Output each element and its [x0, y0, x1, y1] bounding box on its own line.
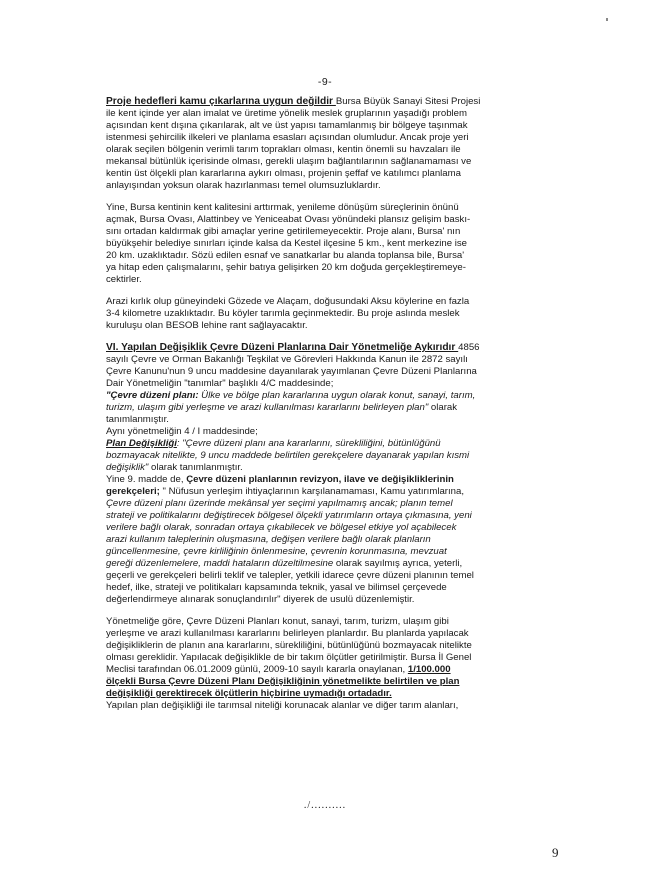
- text-line: yerleşme ve arazi kullanılması kararlarını belirleyen planlardır. Bu planlarda yapılacak: [106, 628, 469, 639]
- emphasis-line: değişikliği gerektirecek ölçütlerin hiçbirine uymadığı ortadadır.: [106, 688, 392, 699]
- definition-term: "Çevre düzeni planı:: [106, 390, 199, 401]
- scale-value: 1/100.000: [407, 664, 451, 675]
- text-line: değerlendirmeye alınarak sonuçlandırılır" diyerek de usulü düzenlemiştir.: [106, 594, 415, 605]
- definition-text: Ülke ve bölge plan kararlarına uygun olarak konut, sanayi, tarım,: [198, 390, 476, 401]
- text-line: değişikliklerin de planın ana kararlarını, sürekliliğini, bütünlüğünü bozmayacak nitelikte: [106, 640, 472, 651]
- text-line: Dair Yönetmeliğin "tanımlar" başlıklı 4/C maddesinde;: [106, 378, 334, 389]
- definition-term: Plan Değişikliği: [106, 438, 177, 449]
- text-line: sayılı Çevre ve Orman Bakanlığı Teşkilat ve Görevleri Hakkında Kanun ile 2872 sayılı: [106, 354, 468, 365]
- quoted-italic-line: Çevre düzeni planı üzerinde mekânsal yer seçimi yapılmamış ancak; planın temel: [106, 498, 453, 509]
- section-vi-heading: VI. Yapılan Değişiklik Çevre Düzeni Planlarına Dair Yönetmeliğe Aykırıdır: [106, 342, 459, 353]
- paragraph-lead-heading: Proje hedefleri kamu çıkarlarına uygun değildir: [106, 96, 336, 107]
- bold-phrase: Çevre düzeni planlarının revizyon, ilave ve değişikliklerinin: [186, 474, 454, 485]
- text-line: sını ortadan kaldırmak gibi amaçlar yerine getirilemeyecektir. Proje alanı, Bursa' nın: [106, 226, 461, 237]
- text-line: Aynı yönetmeliğin 4 / I maddesinde;: [106, 426, 258, 437]
- text-line: açısından kent dışına çıkarılarak, alt ve üst yapısı tamamlanmış bir bölgeye taşınmak: [106, 120, 468, 131]
- text-line: olması gereklidir. Yapılacak değişiklikle de bir takım ölçütler getirilmiştir. Bursa İl Genel: [106, 652, 472, 663]
- quoted-italic-line: güncellenmesine, çevre kirliliğinin önlenmesine, çevrenin korunmasına, mevzuat: [106, 546, 447, 557]
- text-line: mekansal bütünlük içerisinde olması, gerekli ulaşım bağlantılarının sağlanamaması ve: [106, 156, 472, 167]
- text-line: 4856: [458, 342, 480, 353]
- paragraph-city-quality: [106, 202, 572, 286]
- emphasis-line: ölçekli Bursa Çevre Düzeni Planı Değişikliğinin yönetmelikte belirtilen ve plan: [106, 676, 460, 687]
- quoted-italic-line: verilere bağlı olarak, sonradan ortaya çıkabilecek ve bölgesel etkiye yol açabilecek: [106, 522, 457, 533]
- quoted-italic-line: arazi kullanım taleplerinin oluşmasına, değişen verilere bağlı olarak planların: [106, 534, 431, 545]
- text-line: anlayışından yoksun olarak hazırlanması temel olumsuzluklardır.: [106, 180, 381, 191]
- text-line: Yapılan plan değişikliği ile tarımsal niteliği korunacak alanlar ve diğer tarım alanları,: [106, 700, 459, 711]
- text-line: 20 km. uzaklıktadır. Sözü edilen esnaf ve sanatkarlar bu alanda toplansa bile, Bursa': [106, 250, 465, 261]
- quoted-italic-line: gereği düzenlemelere, maddi hataların düzeltilmesine: [106, 558, 334, 569]
- definition-text: bozmayacak nitelikte, 9 uncu maddede belirtilen gerekçelere dayanarak yapılan kısmi: [106, 450, 470, 461]
- text-line: kuruluşu olan BESOB lehine rant sağlayacaktır.: [106, 320, 308, 331]
- text-line: istenmesi şehircilik ilkeleri ve planlama esasları açısından olumludur. Ancak proje yeri: [106, 132, 469, 143]
- text-line: Bursa Büyük Sanayi Sitesi Projesi: [335, 96, 481, 107]
- page-number-top: -9-: [317, 76, 333, 88]
- text-line: büyükşehir belediye sınırları içinde kalsa da Kestel ilçesine 5 km., kent merkezine ise: [106, 238, 468, 249]
- text-line: Meclisi tarafından 06.01.2009 günlü, 2009-10 sayılı kararla onaylanan,: [106, 664, 408, 675]
- scan-speck: [606, 18, 608, 21]
- document-body: [106, 96, 572, 712]
- text-line: ya hitap eden çalışmalarını, şehir batıya gelişirken 20 km doğuda gerçekleştiremeye-: [106, 262, 466, 273]
- text-line: Çevre Kanunu'nun 9 uncu maddesine dayanılarak yayımlanan Çevre Düzeni Planlarına: [106, 366, 477, 377]
- text-line: olarak sayılmış ayrıca, yeterli,: [333, 558, 463, 569]
- paragraph-project-goals: [106, 96, 572, 192]
- text-line: hedef, ilke, strateji ve politikaları kapsamında teknik, yasal ve bilimsel çerçevede: [106, 582, 447, 593]
- text-line: tanımlanmıştır.: [106, 414, 169, 425]
- text-line: açmak, Bursa Ovası, Alattinbey ve Yeniceabat Ovası yönündeki plansız gelişim baskı-: [106, 214, 471, 225]
- quoted-italic-line: strateji ve politikalarını değiştirecek bölgesel ölçekli yatırımların ortaya çıkmasına, yeni: [106, 510, 472, 521]
- text-line: olarak: [428, 402, 458, 413]
- text-line: olarak seçilen bölgenin verimli tarım toprakları olması, kentin önemli su havzaları ile: [106, 144, 461, 155]
- text-line: Yönetmeliğe göre, Çevre Düzeni Planları konut, sanayi, tarım, turizm, ulaşım gibi: [106, 616, 449, 627]
- text-line: 3-4 kilometre uzaklıktadır. Bu köyler tarımla geçinmektedir. Bu proje aslında meslek: [106, 308, 460, 319]
- section-vi: [106, 342, 572, 606]
- text-line: Yine 9. madde de,: [106, 474, 187, 485]
- text-line: " Nüfusun yerleşim ihtiyaçlarının karşılanamaması, Kamu yatırımlarına,: [159, 486, 464, 497]
- text-line: olarak tanımlanmıştır.: [148, 462, 243, 473]
- text-line: Yine, Bursa kentinin kent kalitesini arttırmak, yenileme dönüşüm süreçlerinin önünü: [106, 202, 459, 213]
- bold-phrase: gerekçeleri;: [106, 486, 160, 497]
- text-line: geçerli ve gerekçeleri belirli teklif ve talepler, yetkili idarece çevre düzeni planının temel: [106, 570, 474, 581]
- page-number-bottom: 9: [552, 845, 559, 860]
- text-line: Arazi kırlık olup güneyindeki Gözede ve Alaçam, doğusundaki Aksu köylerine en fazla: [106, 296, 470, 307]
- definition-text: değişiklik": [106, 462, 149, 473]
- text-line: kentin üst ölçekli plan kararlarına aykırı olması, projenin şeffaf ve katılımcı planlama: [106, 168, 461, 179]
- definition-text: turizm, ulaşım gibi yerleşme ve arazi kullanılması kararlarını belirleyen plan": [106, 402, 429, 413]
- text-line: cektirler.: [106, 274, 142, 285]
- paragraph-villages: [106, 296, 572, 332]
- paragraph-conclusion: [106, 616, 572, 712]
- text-line: ile kent içinde yer alan imalat ve üretime yönelik meslek gruplarının yaşadığı problem: [106, 108, 468, 119]
- definition-text: : "Çevre düzeni planı ana kararlarını, sürekliliğini, bütünlüğünü: [176, 438, 441, 449]
- continuation-marker: ./..........: [303, 800, 347, 811]
